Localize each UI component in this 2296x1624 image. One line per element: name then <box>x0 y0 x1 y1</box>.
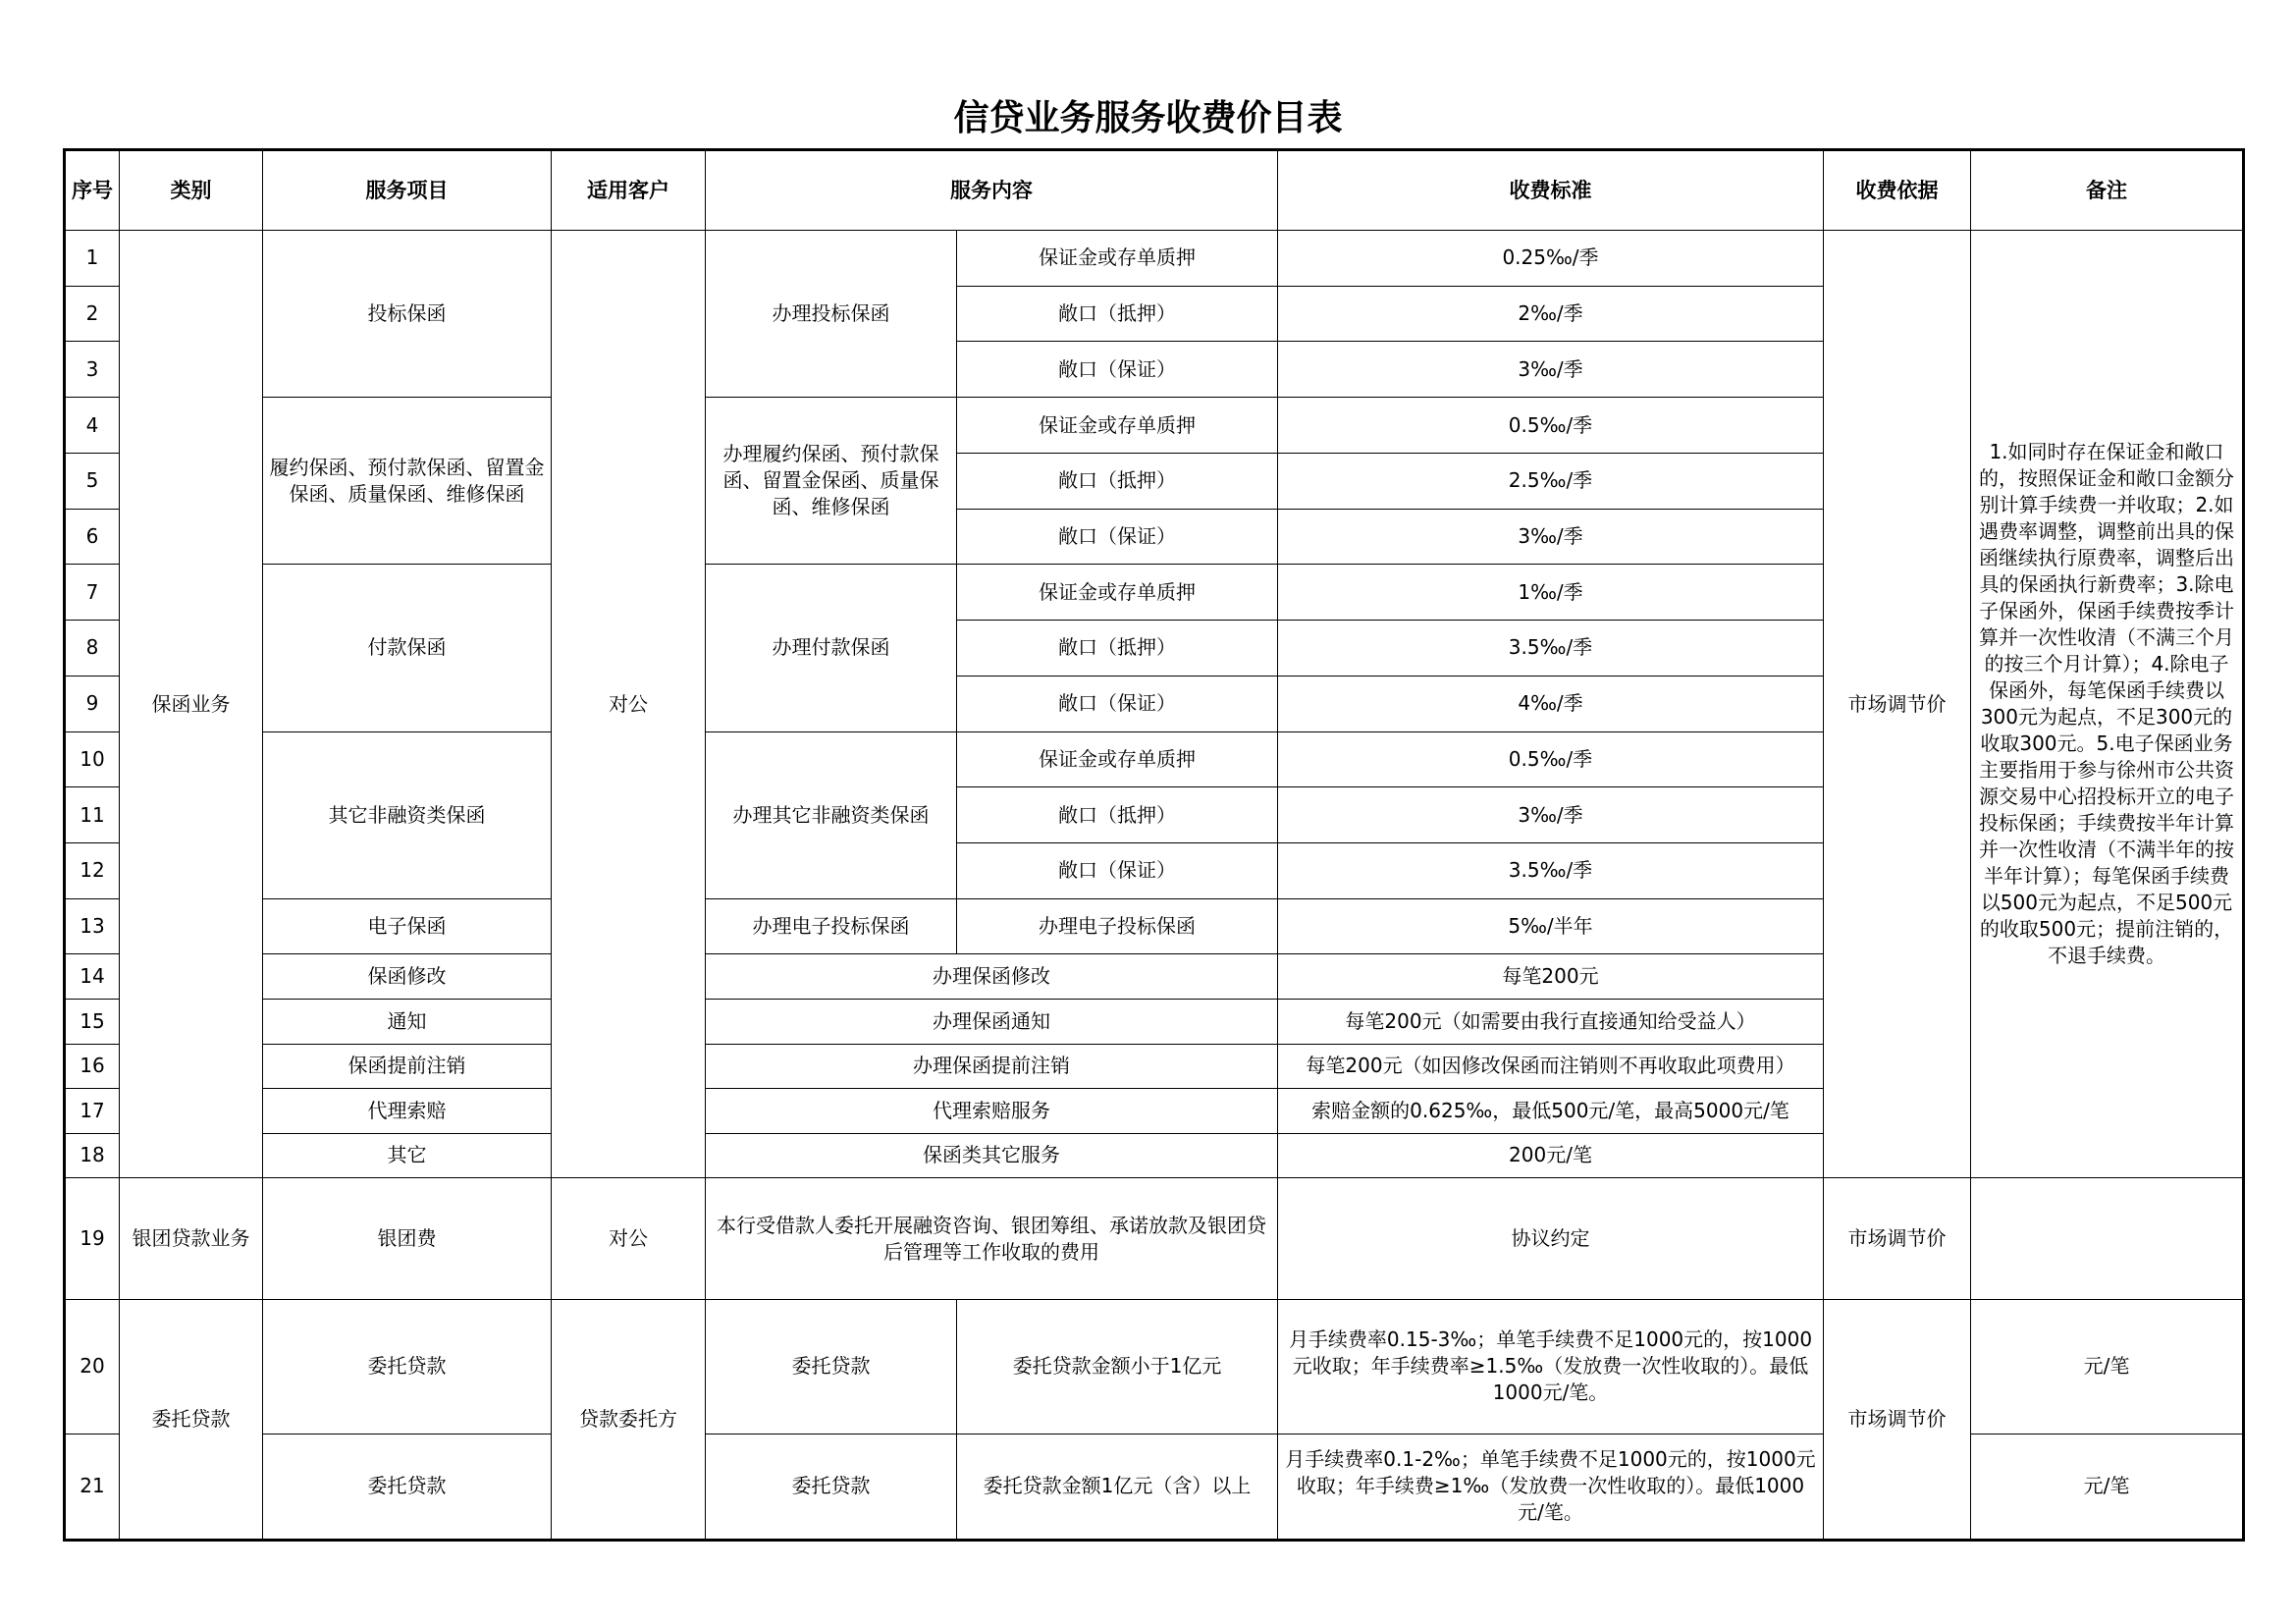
item-cell: 委托贷款 <box>263 1299 552 1434</box>
content-cell: 保函类其它服务 <box>706 1133 1278 1178</box>
customer-cell: 对公 <box>552 1178 706 1300</box>
row-no: 7 <box>65 565 120 621</box>
row-no: 2 <box>65 286 120 342</box>
row-no: 16 <box>65 1044 120 1089</box>
note-cell <box>1971 1178 2244 1300</box>
sub-content-cell: 保证金或存单质押 <box>957 731 1278 787</box>
row-no: 11 <box>65 787 120 843</box>
header-no: 序号 <box>65 150 120 231</box>
row-no: 13 <box>65 898 120 954</box>
sub-content-cell: 敞口（保证） <box>957 342 1278 398</box>
header-note: 备注 <box>1971 150 2244 231</box>
fee-cell: 月手续费率0.15-3‰；单笔手续费不足1000元的，按1000元收取；年手续费率≥1.5‰（发放费一次性收取的）。最低1000元/笔。 <box>1278 1299 1824 1434</box>
content-cell: 委托贷款 <box>706 1299 957 1434</box>
content-cell: 办理其它非融资类保函 <box>706 731 957 898</box>
fee-cell: 3.5‰/季 <box>1278 842 1824 898</box>
header-row <box>65 150 2244 231</box>
fee-cell: 索赔金额的0.625‰，最低500元/笔，最高5000元/笔 <box>1278 1089 1824 1134</box>
fee-cell: 3.5‰/季 <box>1278 621 1824 677</box>
fee-cell: 3‰/季 <box>1278 342 1824 398</box>
fee-cell: 每笔200元（如需要由我行直接通知给受益人） <box>1278 999 1824 1044</box>
table-row <box>65 231 2244 287</box>
row-no: 14 <box>65 954 120 1000</box>
item-cell: 投标保函 <box>263 231 552 398</box>
item-cell: 电子保函 <box>263 898 552 954</box>
fee-table <box>63 148 2245 1542</box>
item-cell: 代理索赔 <box>263 1089 552 1134</box>
category-cell: 委托贷款 <box>120 1299 263 1540</box>
row-no: 1 <box>65 231 120 287</box>
note-cell: 元/笔 <box>1971 1299 2244 1434</box>
sub-content-cell: 保证金或存单质押 <box>957 231 1278 287</box>
content-cell: 本行受借款人委托开展融资咨询、银团筹组、承诺放款及银团贷后管理等工作收取的费用 <box>706 1178 1278 1300</box>
content-cell: 办理保函修改 <box>706 954 1278 1000</box>
content-cell: 办理保函通知 <box>706 999 1278 1044</box>
row-no: 4 <box>65 398 120 454</box>
fee-cell: 200元/笔 <box>1278 1133 1824 1178</box>
content-cell: 委托贷款 <box>706 1434 957 1540</box>
fee-cell: 月手续费率0.1-2‰；单笔手续费不足1000元的，按1000元收取；年手续费≥1‰（发放费一次性收取的）。最低1000元/笔。 <box>1278 1434 1824 1540</box>
sub-content-cell: 委托贷款金额1亿元（含）以上 <box>957 1434 1278 1540</box>
fee-cell: 2.5‰/季 <box>1278 453 1824 509</box>
sub-content-cell: 敞口（抵押） <box>957 787 1278 843</box>
customer-cell: 贷款委托方 <box>552 1299 706 1540</box>
item-cell: 银团费 <box>263 1178 552 1300</box>
sub-content-cell: 敞口（抵押） <box>957 286 1278 342</box>
content-cell: 办理电子投标保函 <box>706 898 957 954</box>
item-cell: 委托贷款 <box>263 1434 552 1540</box>
row-no: 5 <box>65 453 120 509</box>
item-cell: 其它 <box>263 1133 552 1178</box>
row-no: 6 <box>65 509 120 565</box>
fee-cell: 4‰/季 <box>1278 676 1824 731</box>
content-cell: 办理履约保函、预付款保函、留置金保函、质量保函、维修保函 <box>706 398 957 565</box>
row-no: 3 <box>65 342 120 398</box>
fee-cell: 每笔200元（如因修改保函而注销则不再收取此项费用） <box>1278 1044 1824 1089</box>
fee-cell: 0.5‰/季 <box>1278 731 1824 787</box>
header-item: 服务项目 <box>263 150 552 231</box>
item-cell: 保函提前注销 <box>263 1044 552 1089</box>
fee-cell: 协议约定 <box>1278 1178 1824 1300</box>
sub-content-cell: 委托贷款金额小于1亿元 <box>957 1299 1278 1434</box>
sub-content-cell: 保证金或存单质押 <box>957 398 1278 454</box>
note-cell: 1.如同时存在保证金和敞口的，按照保证金和敞口金额分别计算手续费一并收取；2.如遇费率调整，调整前出具的保函继续执行原费率，调整后出具的保函执行新费率；3.除电子保函外，保函手续费按季计算并一次性收清（不满三个月的按三个月计算）；4.除电子保函外，每笔保函手续费以300元为起点，不足300元的收取300元。5.电子保函业务主要指用于参与徐州市公共资源交易中心招投标开立的电子投标保函；手续费按半年计算并一次性收清（不满半年的按半年计算）；每笔保函手续费以500元为起点，不足500元的收取500元；提前注销的，不退手续费。 <box>1971 231 2244 1178</box>
item-cell: 付款保函 <box>263 565 552 731</box>
header-basis: 收费依据 <box>1824 150 1971 231</box>
fee-cell: 0.5‰/季 <box>1278 398 1824 454</box>
item-cell: 履约保函、预付款保函、留置金保函、质量保函、维修保函 <box>263 398 552 565</box>
content-cell: 代理索赔服务 <box>706 1089 1278 1134</box>
basis-cell: 市场调节价 <box>1824 1299 1971 1540</box>
sub-content-cell: 敞口（抵押） <box>957 453 1278 509</box>
sub-content-cell: 敞口（抵押） <box>957 621 1278 677</box>
content-cell: 办理投标保函 <box>706 231 957 398</box>
fee-cell: 3‰/季 <box>1278 787 1824 843</box>
sub-content-cell: 敞口（保证） <box>957 676 1278 731</box>
item-cell: 通知 <box>263 999 552 1044</box>
table-row <box>65 1178 2244 1300</box>
row-no: 8 <box>65 621 120 677</box>
row-no: 18 <box>65 1133 120 1178</box>
row-no: 9 <box>65 676 120 731</box>
fee-cell: 3‰/季 <box>1278 509 1824 565</box>
row-no: 21 <box>65 1434 120 1540</box>
content-cell: 办理保函提前注销 <box>706 1044 1278 1089</box>
item-cell: 保函修改 <box>263 954 552 1000</box>
item-cell: 其它非融资类保函 <box>263 731 552 898</box>
category-cell: 保函业务 <box>120 231 263 1178</box>
page-title: 信贷业务服务收费价目表 <box>953 98 1343 138</box>
content-cell: 办理付款保函 <box>706 565 957 731</box>
header-category: 类别 <box>120 150 263 231</box>
row-no: 12 <box>65 842 120 898</box>
row-no: 19 <box>65 1178 120 1300</box>
fee-cell: 2‰/季 <box>1278 286 1824 342</box>
row-no: 20 <box>65 1299 120 1434</box>
sub-content-cell: 敞口（保证） <box>957 509 1278 565</box>
fee-cell: 1‰/季 <box>1278 565 1824 621</box>
sub-content-cell: 保证金或存单质押 <box>957 565 1278 621</box>
basis-cell: 市场调节价 <box>1824 231 1971 1178</box>
row-no: 17 <box>65 1089 120 1134</box>
basis-cell: 市场调节价 <box>1824 1178 1971 1300</box>
fee-cell: 每笔200元 <box>1278 954 1824 1000</box>
category-cell: 银团贷款业务 <box>120 1178 263 1300</box>
header-customer: 适用客户 <box>552 150 706 231</box>
header-fee: 收费标准 <box>1278 150 1824 231</box>
header-content: 服务内容 <box>706 150 1278 231</box>
table-row <box>65 1299 2244 1434</box>
fee-cell: 5‰/半年 <box>1278 898 1824 954</box>
row-no: 10 <box>65 731 120 787</box>
row-no: 15 <box>65 999 120 1044</box>
note-cell: 元/笔 <box>1971 1434 2244 1540</box>
sub-content-cell: 敞口（保证） <box>957 842 1278 898</box>
sub-content-cell: 办理电子投标保函 <box>957 898 1278 954</box>
fee-cell: 0.25‰/季 <box>1278 231 1824 287</box>
customer-cell: 对公 <box>552 231 706 1178</box>
